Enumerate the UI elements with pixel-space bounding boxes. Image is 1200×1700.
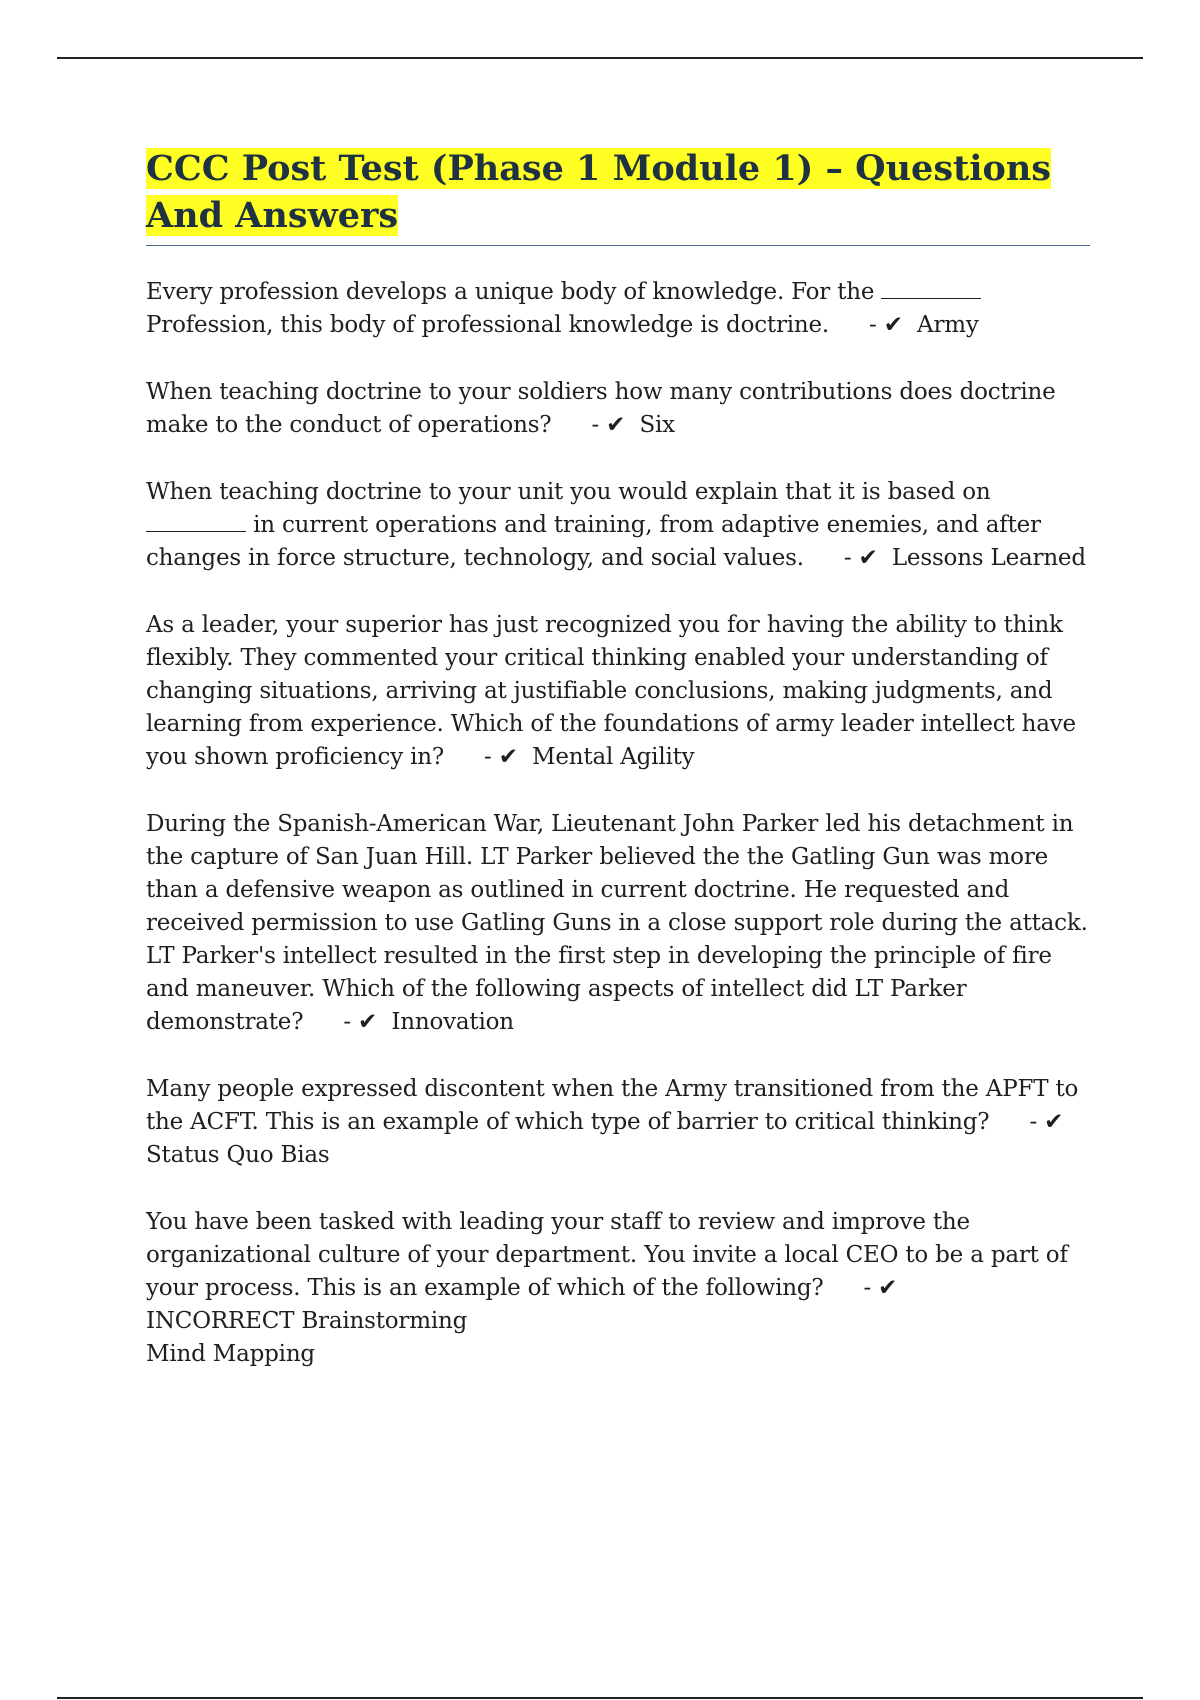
title-highlight: CCC Post Test (Phase 1 Module 1) – Questions And Answers <box>146 148 1051 236</box>
answer-text: Mental Agility <box>532 744 695 770</box>
qa-item <box>146 1206 1090 1371</box>
question-text: During the Spanish-American War, Lieutenant John Parker led his detachment in the capture of San Juan Hill. LT Parker believed the the Gatling Gun was more than a defensive weapon as outlined in current doctrine. He requested and received permission to use Gatling Guns in a close support role during the attack. LT Parker's intellect resulted in the first step in developing the principle of fire and maneuver. Which of the following aspects of intellect did LT Parker demonstrate? <box>146 811 1088 1035</box>
fill-in-blank <box>881 280 981 299</box>
answer-marker: - ✔ <box>1029 1109 1064 1135</box>
page-top-rule <box>57 57 1143 59</box>
question-text: Profession, this body of professional knowledge is doctrine. <box>146 312 830 338</box>
answer-text: Status Quo Bias <box>146 1142 330 1168</box>
question-text: Every profession develops a unique body of knowledge. For the <box>146 279 875 305</box>
answer-text-line2: Mind Mapping <box>146 1341 315 1367</box>
document-title <box>146 145 1090 239</box>
qa-item <box>146 808 1090 1039</box>
answer-marker: - ✔ <box>591 412 626 438</box>
title-underline <box>146 245 1090 246</box>
question-text: You have been tasked with leading your staff to review and improve the organizational culture of your department. You invite a local CEO to be a part of your process. This is an example of which of the following? <box>146 1209 1068 1301</box>
answer-marker: - ✔ <box>484 744 518 770</box>
answer-text: Lessons Learned <box>891 545 1086 571</box>
answer-marker: - ✔ <box>863 1275 898 1301</box>
answer-marker: - ✔ <box>869 312 903 338</box>
question-text: As a leader, your superior has just recognized you for having the ability to think flexibly. They commented your critical thinking enabled your understanding of changing situations, arriving at justifiable conclusions, making judgments, and learning from experience. Which of the foundations of army leader intellect have you shown proficiency in? <box>146 612 1076 770</box>
qa-item <box>146 1073 1090 1172</box>
qa-item <box>146 476 1090 575</box>
question-text: When teaching doctrine to your soldiers how many contributions does doctrine make to the conduct of operations? <box>146 379 1056 438</box>
question-text: in current operations and training, from adaptive enemies, and after changes in force structure, technology, and social values. <box>146 512 1041 571</box>
answer-text: Innovation <box>391 1009 514 1035</box>
answer-text: Six <box>639 412 675 438</box>
answer-text: INCORRECT Brainstorming <box>146 1308 468 1334</box>
question-text: When teaching doctrine to your unit you would explain that it is based on <box>146 479 991 505</box>
page-bottom-rule <box>57 1697 1143 1699</box>
qa-item <box>146 276 1090 342</box>
answer-marker: - ✔ <box>843 545 878 571</box>
qa-item <box>146 376 1090 442</box>
qa-list <box>146 276 1090 1371</box>
document-body <box>146 145 1090 1405</box>
question-text: Many people expressed discontent when the Army transitioned from the APFT to the ACFT. This is an example of which type of barrier to critical thinking? <box>146 1076 1079 1135</box>
answer-text: Army <box>917 312 979 338</box>
answer-marker: - ✔ <box>343 1009 378 1035</box>
qa-item <box>146 609 1090 774</box>
fill-in-blank <box>146 513 246 532</box>
